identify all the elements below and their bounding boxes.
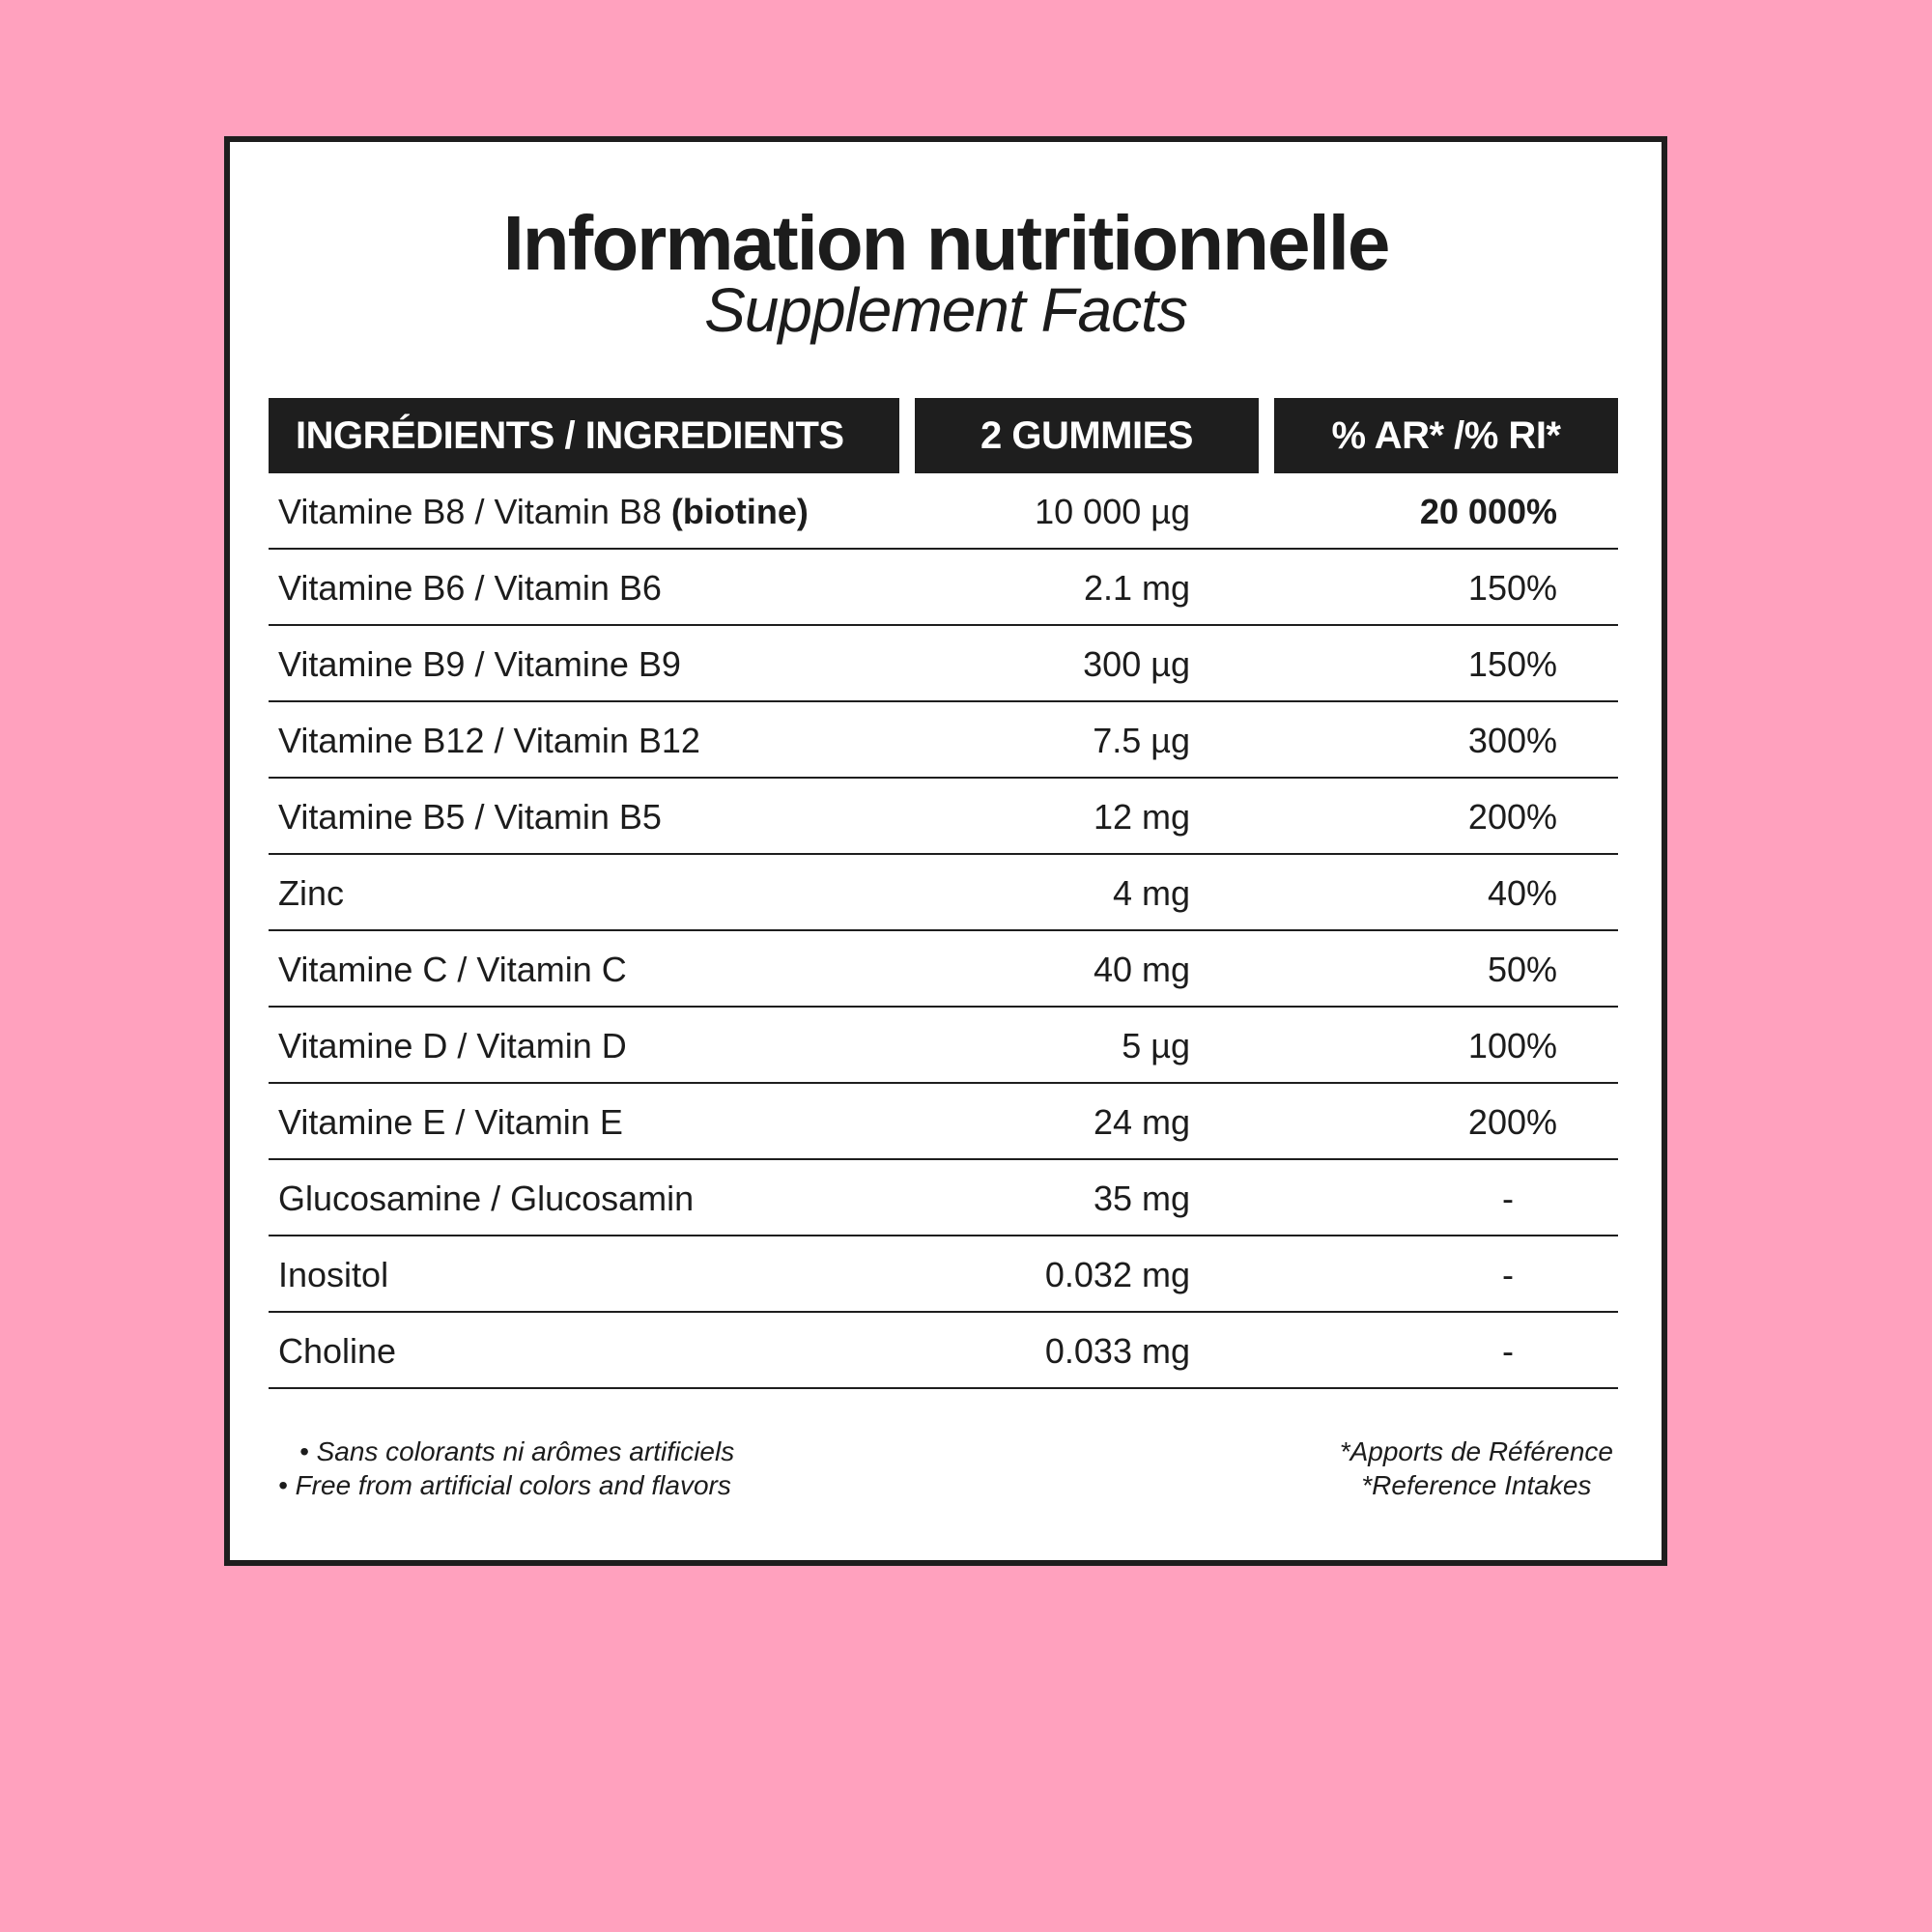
- table-row: [269, 626, 1618, 702]
- table-row: [269, 473, 1618, 550]
- percent-cell: 20 000%: [1419, 492, 1557, 531]
- percent-cell: -: [1502, 1255, 1514, 1294]
- footnote-line-fr: *Apports de Référence: [1339, 1436, 1613, 1466]
- percent-cell: 150%: [1467, 568, 1557, 608]
- percent-cell: 40%: [1487, 873, 1557, 913]
- ingredient-cell: Choline: [278, 1331, 397, 1371]
- amount-cell: 35 mg: [1093, 1179, 1190, 1218]
- table-row: [269, 1084, 1618, 1160]
- ingredient-suffix: (biotine): [670, 492, 809, 531]
- ingredient-name: Vitamine B8 / Vitamin B8: [278, 492, 662, 531]
- table-row: [269, 1008, 1618, 1084]
- amount-cell: 4 mg: [1112, 873, 1190, 913]
- footnote-reference-intakes: [1340, 1435, 1613, 1502]
- ingredient-cell: Vitamine E / Vitamin E: [278, 1102, 623, 1142]
- page-title: Information nutritionnelle: [502, 200, 1389, 286]
- amount-cell: 0.032 mg: [1044, 1255, 1190, 1294]
- facts-table-body: [269, 473, 1618, 1389]
- percent-cell: -: [1502, 1331, 1514, 1371]
- footnote-additives: [278, 1435, 734, 1502]
- table-row: [269, 550, 1618, 626]
- ingredient-cell: Vitamine B12 / Vitamin B12: [278, 721, 700, 760]
- ingredient-cell: Vitamine C / Vitamin C: [278, 950, 627, 989]
- percent-cell: 150%: [1467, 644, 1557, 684]
- amount-cell: 12 mg: [1093, 797, 1190, 837]
- amount-cell: 300 µg: [1083, 644, 1190, 684]
- table-row: [269, 702, 1618, 779]
- amount-cell: 24 mg: [1093, 1102, 1190, 1142]
- ingredient-cell: Vitamine B5 / Vitamin B5: [278, 797, 662, 837]
- table-row: [269, 855, 1618, 931]
- amount-cell: 10 000 µg: [1035, 492, 1190, 531]
- header-ingredients: INGRÉDIENTS / INGREDIENTS: [269, 398, 899, 473]
- percent-cell: -: [1502, 1179, 1514, 1218]
- table-row: [269, 1236, 1618, 1313]
- footnote-line-en: • Free from artificial colors and flavors: [278, 1470, 731, 1500]
- percent-cell: 200%: [1467, 1102, 1557, 1142]
- amount-cell: 2.1 mg: [1083, 568, 1190, 608]
- percent-cell: 100%: [1467, 1026, 1557, 1065]
- header-amount: 2 GUMMIES: [915, 398, 1259, 473]
- ingredient-cell: Inositol: [278, 1255, 389, 1294]
- amount-cell: 0.033 mg: [1044, 1331, 1190, 1371]
- percent-cell: 200%: [1467, 797, 1557, 837]
- header-percent: % AR* /% RI*: [1274, 398, 1618, 473]
- percent-cell: 300%: [1467, 721, 1557, 760]
- table-row: [269, 779, 1618, 855]
- footnote-line-en: *Reference Intakes: [1361, 1470, 1592, 1500]
- supplement-facts-panel: [224, 136, 1667, 1566]
- amount-cell: 5 µg: [1122, 1026, 1190, 1065]
- ingredient-cell: Glucosamine / Glucosamin: [278, 1179, 695, 1218]
- table-row: [269, 1160, 1618, 1236]
- footnote-line-fr: • Sans colorants ni arômes artificiels: [299, 1436, 735, 1466]
- ingredient-cell: Vitamine B9 / Vitamine B9: [278, 644, 681, 684]
- amount-cell: 40 mg: [1093, 950, 1190, 989]
- table-row: [269, 931, 1618, 1008]
- ingredient-cell: Vitamine D / Vitamin D: [278, 1026, 627, 1065]
- ingredient-cell: Vitamine B6 / Vitamin B6: [278, 568, 662, 608]
- ingredient-cell: Zinc: [278, 873, 345, 913]
- percent-cell: 50%: [1487, 950, 1557, 989]
- table-row: [269, 1313, 1618, 1389]
- amount-cell: 7.5 µg: [1093, 721, 1190, 760]
- ingredient-cell: [278, 473, 809, 550]
- page-subtitle: Supplement Facts: [704, 275, 1187, 345]
